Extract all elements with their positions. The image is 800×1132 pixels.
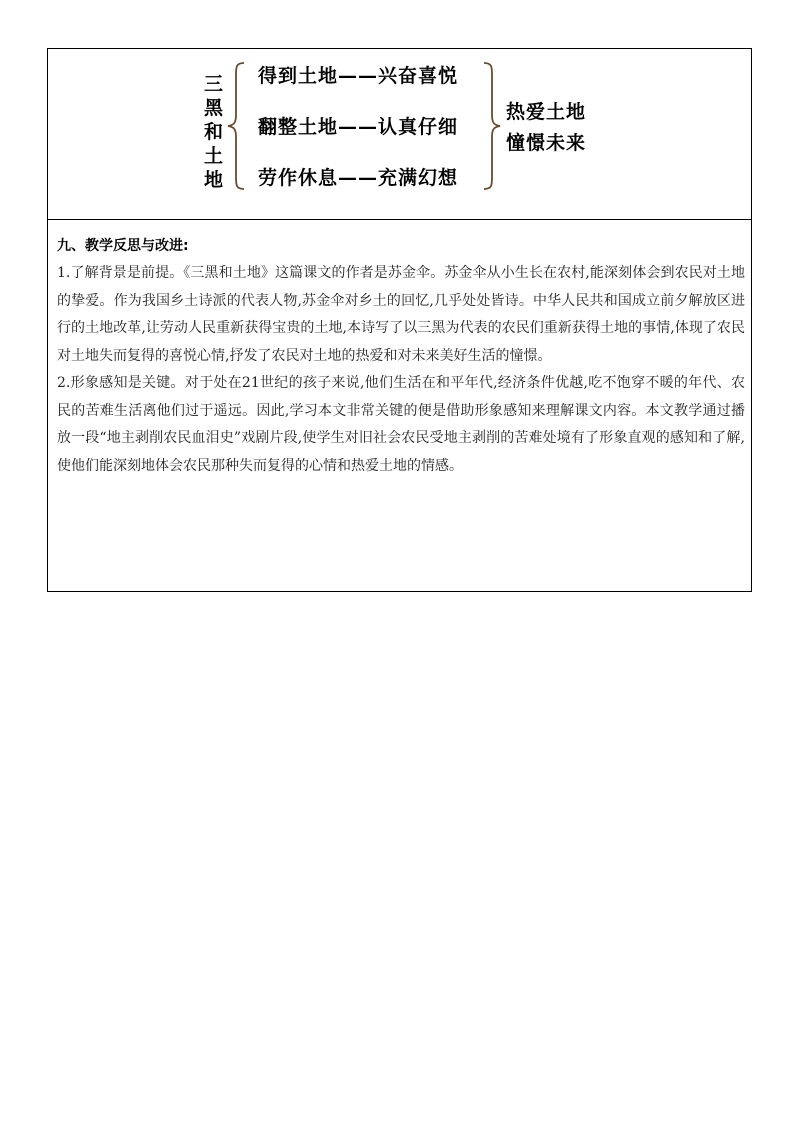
reflection-paragraph-2: 2.形象感知是关键。对于处在21世纪的孩子来说,他们生活在和平年代,经济条件优越,吃不饱穿不暖的年代、农民的苦难生活离他们过于遥远。因此,学习本文非常关键的便是借助形象感知来理解课文内容。本文教学通过播放一段“地主剥削农民血泪史”戏剧片段,使学生对旧社会农民受地主剥削的苦难处境有了形象直观的感知和了解,使他们能深刻地体会农民那种失而复得的心情和热爱土地的情感。 — [57, 375, 745, 474]
branch-stage: 得到土地 — [258, 65, 339, 87]
left-brace-icon — [226, 61, 248, 191]
subject-char: 三 — [204, 73, 224, 95]
blackboard-diagram — [48, 49, 751, 220]
branch-dash: —— — [338, 65, 379, 87]
subject-char: 和 — [204, 121, 224, 143]
branch-dash: —— — [338, 116, 379, 138]
theme-2: 憧憬未来 — [506, 132, 587, 154]
section-title: 九、教学反思与改进: — [57, 238, 189, 254]
branch-dash: —— — [338, 167, 379, 189]
right-brace-icon — [480, 61, 502, 191]
branch-2 — [258, 112, 458, 139]
branch-stage: 劳作休息 — [258, 167, 339, 189]
subject-char: 黑 — [204, 97, 224, 119]
subject-char: 土 — [204, 145, 224, 167]
branch-3 — [258, 163, 458, 190]
theme-1: 热爱土地 — [506, 101, 587, 123]
branch-feeling: 充满幻想 — [378, 167, 459, 189]
branch-feeling: 兴奋喜悦 — [378, 65, 459, 87]
branch-stage: 翻整土地 — [258, 116, 339, 138]
branch-feeling: 认真仔细 — [378, 116, 459, 138]
branch-1 — [258, 61, 458, 88]
reflection-section — [48, 220, 751, 591]
subject-char: 地 — [204, 169, 224, 191]
lesson-table — [47, 48, 752, 592]
reflection-paragraph-1: 1.了解背景是前提。《三黑和土地》这篇课文的作者是苏金伞。苏金伞从小生长在农村,能深刻体会到农民对土地的挚爱。作为我国乡土诗派的代表人物,苏金伞对乡土的回忆,几乎处处皆诗。中华人民共和国成立前夕解放区进行的土地改革,让劳动人民重新获得宝贵的土地,本诗写了以三黑为代表的农民们重新获得土地的事情,体现了农民对土地失而复得的喜悦心情,抒发了农民对土地的热爱和对未来美好生活的憧憬。 — [57, 265, 745, 364]
